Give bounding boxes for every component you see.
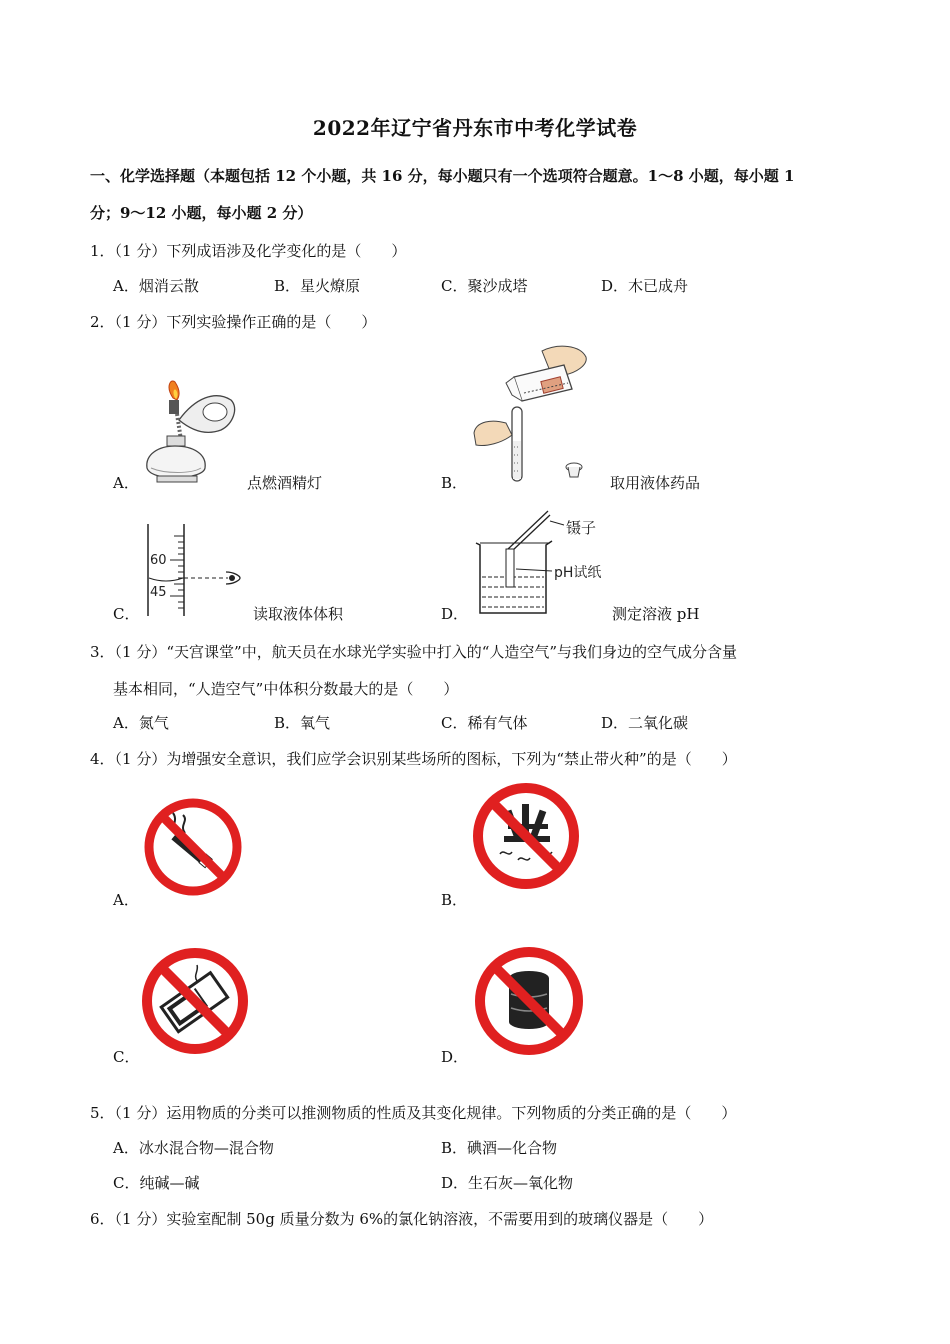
no-firecrackers-sign — [470, 780, 582, 892]
question-4-option-d: D． — [441, 1048, 469, 1066]
no-flammables-sign — [472, 944, 586, 1058]
section-heading-line1: 一、化学选择题（本题包括 12 个小题，共 16 分，每小题只有一个选项符合题意。1～8 小题，每小题 1 — [90, 167, 795, 185]
tick-label-60: 60 — [150, 553, 167, 568]
question-5-option-b: B．碘酒—化合物 — [441, 1139, 558, 1157]
no-matches-sign — [139, 945, 251, 1057]
question-2-option-d: D． — [441, 605, 469, 623]
ph-paper-label: pH试纸 — [554, 565, 602, 581]
question-3-stem-line1: 3．（1 分）“天宫课堂”中，航天员在水球光学实验中打入的“人造空气”与我们身边的空气成分含量 — [90, 643, 738, 661]
question-1-option-c: C．聚沙成塔 — [441, 277, 528, 295]
tick-label-45: 45 — [150, 585, 167, 600]
question-4-option-c: C． — [113, 1048, 140, 1066]
pour-liquid-figure — [472, 343, 597, 491]
question-2-caption-a: 点燃酒精灯 — [247, 474, 323, 492]
question-2-stem: 2．（1 分）下列实验操作正确的是（ ） — [90, 313, 377, 331]
question-5-option-a: A．冰水混合物—混合物 — [113, 1139, 274, 1157]
section-heading-line2: 分；9～12 小题，每小题 2 分） — [90, 204, 313, 222]
alcohol-lamp-figure — [135, 378, 245, 490]
question-5-option-d: D．生石灰—氧化物 — [441, 1174, 574, 1192]
question-1-option-d: D．木已成舟 — [601, 277, 689, 295]
question-4-stem: 4．（1 分）为增强安全意识，我们应学会识别某些场所的图标，下列为“禁止带火种”的是（ ） — [90, 750, 737, 768]
question-3-option-d: D．二氧化碳 — [601, 714, 689, 732]
question-3-option-a: A．氮气 — [113, 714, 169, 732]
question-3-option-c: C．稀有气体 — [441, 714, 528, 732]
question-1-option-b: B．星火燎原 — [274, 277, 361, 295]
question-3-stem-line2: 基本相同，“人造空气”中体积分数最大的是（ ） — [113, 680, 459, 698]
cylinder-reading-figure — [140, 520, 250, 618]
question-1-stem: 1．（1 分）下列成语涉及化学变化的是（ ） — [90, 242, 407, 260]
page-title: 2022年辽宁省丹东市中考化学试卷 — [312, 116, 638, 140]
question-4-option-b: B． — [441, 891, 468, 909]
question-2-option-b: B． — [441, 474, 468, 492]
question-2-option-a: A． — [113, 474, 139, 492]
question-5-option-c: C．纯碱—碱 — [113, 1174, 200, 1192]
question-2-caption-b: 取用液体药品 — [610, 474, 701, 492]
no-smoking-sign — [141, 795, 245, 899]
tweezers-label: 镊子 — [566, 519, 597, 537]
question-6-stem: 6．（1 分）实验室配制 50g 质量分数为 6%的氯化钠溶液，不需要用到的玻璃仪器是（ ） — [90, 1210, 714, 1228]
question-2-option-c: C． — [113, 605, 140, 623]
question-5-stem: 5．（1 分）运用物质的分类可以推测物质的性质及其变化规律。下列物质的分类正确的是（ ） — [90, 1104, 737, 1122]
question-4-option-a: A． — [113, 891, 139, 909]
ph-test-figure — [470, 505, 615, 620]
question-2-caption-c: 读取液体体积 — [253, 605, 344, 623]
question-3-option-b: B．氧气 — [274, 714, 331, 732]
question-1-option-a: A．烟消云散 — [113, 277, 199, 295]
question-2-caption-d: 测定溶液 pH — [612, 605, 700, 623]
